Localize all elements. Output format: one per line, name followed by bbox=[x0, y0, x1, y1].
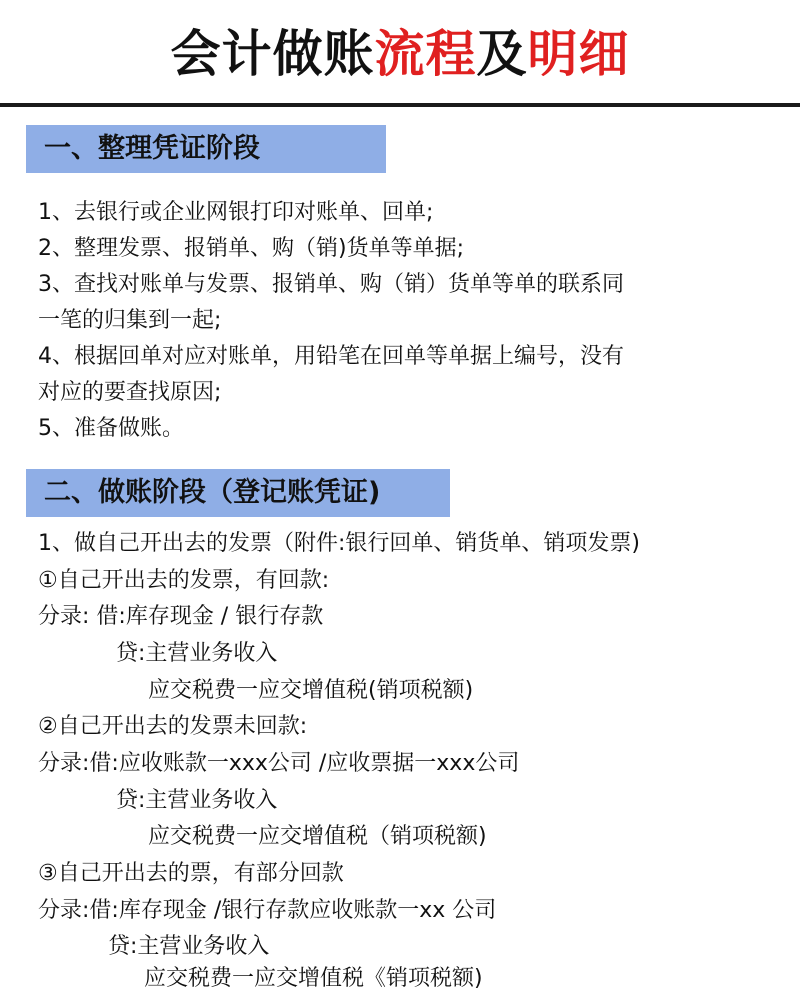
section-2-line: 分录:借:库存现金 /银行存款应收账款一xx 公司 bbox=[38, 898, 497, 923]
title-part-2: 流程 bbox=[374, 25, 477, 83]
section-2-line: 贷:主营业务收入 bbox=[116, 788, 278, 813]
section-1-line: 对应的要查找原因; bbox=[38, 380, 222, 405]
section-1-line: 2、整理发票、报销单、购（销)货单等单据; bbox=[38, 236, 464, 261]
section-2-line: 分录: 借:库存现金 / 银行存款 bbox=[38, 604, 324, 629]
section-1-line: 5、准备做账。 bbox=[38, 416, 184, 441]
section-1-line: 一笔的归集到一起; bbox=[38, 308, 222, 333]
section-2-line: ③自己开出去的票，有部分回款 bbox=[38, 861, 344, 886]
section-2-line: 应交税费一应交增值税（销项税额) bbox=[148, 824, 487, 849]
section-2-heading: 二、做账阶段（登记账凭证) bbox=[26, 469, 450, 517]
section-1-line: 3、查找对账单与发票、报销单、购（销）货单等单的联系同 bbox=[38, 272, 624, 297]
title-divider bbox=[0, 103, 800, 107]
section-2-line: ②自己开出去的发票未回款: bbox=[38, 714, 308, 739]
section-1-line: 4、根据回单对应对账单，用铅笔在回单等单据上编号，没有 bbox=[38, 344, 624, 369]
section-2-line: 分录:借:应收账款一xxx公司 /应收票据一xxx公司 bbox=[38, 751, 520, 776]
title-part-4: 明细 bbox=[527, 25, 630, 83]
section-2-line: 贷:主营业务收入 bbox=[116, 641, 278, 666]
section-1-line: 1、去银行或企业网银打印对账单、回单; bbox=[38, 200, 434, 225]
section-1-heading: 一、整理凭证阶段 bbox=[26, 125, 386, 173]
title-part-1: 会计做账 bbox=[170, 25, 375, 83]
section-2-line: 应交税费一应交增值税《销项税额) bbox=[144, 966, 483, 991]
title-part-3: 及 bbox=[476, 25, 528, 83]
page-title bbox=[0, 22, 800, 86]
section-2-line: 贷:主营业务收入 bbox=[108, 934, 270, 959]
section-2-line: 1、做自己开出去的发票（附件:银行回单、销货单、销项发票) bbox=[38, 531, 640, 556]
section-2-line: 应交税费一应交增值税(销项税额) bbox=[148, 678, 474, 703]
section-2-line: ①自己开出去的发票，有回款: bbox=[38, 568, 330, 593]
